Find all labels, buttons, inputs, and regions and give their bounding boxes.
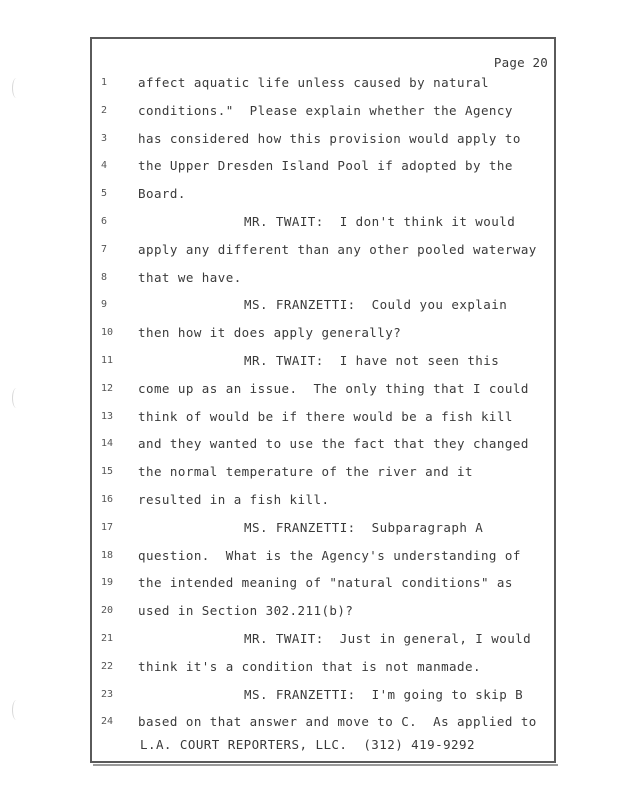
transcript-line: think of would be if there would be a fish kill [138, 408, 513, 424]
line-number: 20 [101, 605, 114, 617]
line-number: 21 [101, 633, 114, 644]
transcript-line: the Upper Dresden Island Pool if adopted by the [138, 158, 513, 174]
line-number: 8 [101, 271, 108, 283]
transcript-line: has considered how this provision would apply to [138, 130, 521, 146]
line-number: 6 [101, 216, 108, 227]
transcript-line: affect aquatic life unless caused by natural [138, 75, 489, 90]
transcript-line: the intended meaning of "natural conditions" as [138, 575, 513, 591]
line-number: 23 [101, 688, 114, 700]
line-number: 4 [101, 160, 108, 172]
page-number: Page 20 [493, 55, 548, 70]
transcript-line: that we have. [138, 269, 242, 285]
transcript-line: based on that answer and move to C. As applied to [138, 714, 537, 730]
transcript-line: come up as an issue. The only thing that I could [138, 380, 529, 396]
transcript-line: resulted in a fish kill. [138, 492, 330, 507]
transcript-line: apply any different than any other pooled waterway [138, 241, 537, 257]
line-number: 12 [101, 382, 114, 394]
transcript-line: and they wanted to use the fact that they changed [138, 436, 529, 452]
transcript-line: MS. FRANZETTI: Could you explain [244, 297, 508, 313]
court-reporter-footer: L.A. COURT REPORTERS, LLC. (312) 419-9292 [140, 737, 475, 752]
line-number: 18 [101, 549, 114, 561]
line-number: 17 [101, 521, 114, 533]
line-number: 11 [101, 355, 114, 366]
transcript-line: question. What is the Agency's understanding of [138, 547, 521, 563]
line-number: 3 [101, 132, 108, 144]
line-number: 10 [101, 327, 114, 339]
line-number: 15 [101, 466, 114, 478]
transcript-line: MS. FRANZETTI: I'm going to skip B [244, 686, 524, 702]
page-shadow [93, 764, 558, 766]
line-number: 13 [101, 410, 114, 422]
transcript-line: the normal temperature of the river and it [138, 464, 473, 480]
punch-hole-mark [12, 388, 21, 408]
transcript-line: MR. TWAIT: I have not seen this [244, 353, 500, 368]
transcript-line: MR. TWAIT: Just in general, I would [244, 631, 532, 646]
punch-hole-mark [12, 78, 21, 98]
line-number: 2 [101, 104, 108, 116]
line-number: 16 [101, 494, 114, 505]
line-number: 5 [101, 188, 108, 200]
transcript-line: Board. [138, 186, 186, 202]
line-number: 22 [101, 660, 114, 672]
transcript-page [90, 37, 556, 763]
line-number: 24 [101, 716, 114, 728]
transcript-line: MS. FRANZETTI: Subparagraph A [244, 519, 484, 535]
transcript-line: used in Section 302.211(b)? [138, 603, 354, 619]
transcript-line: MR. TWAIT: I don't think it would [244, 214, 516, 229]
line-number: 1 [101, 77, 108, 88]
transcript-line: then how it does apply generally? [138, 325, 402, 341]
line-number: 19 [101, 577, 114, 589]
line-number: 9 [101, 299, 108, 311]
line-number: 7 [101, 243, 108, 255]
transcript-line: conditions." Please explain whether the Agency [138, 102, 513, 118]
transcript-line: think it's a condition that is not manmade. [138, 658, 481, 674]
line-number: 14 [101, 438, 114, 450]
punch-hole-mark [12, 700, 21, 720]
